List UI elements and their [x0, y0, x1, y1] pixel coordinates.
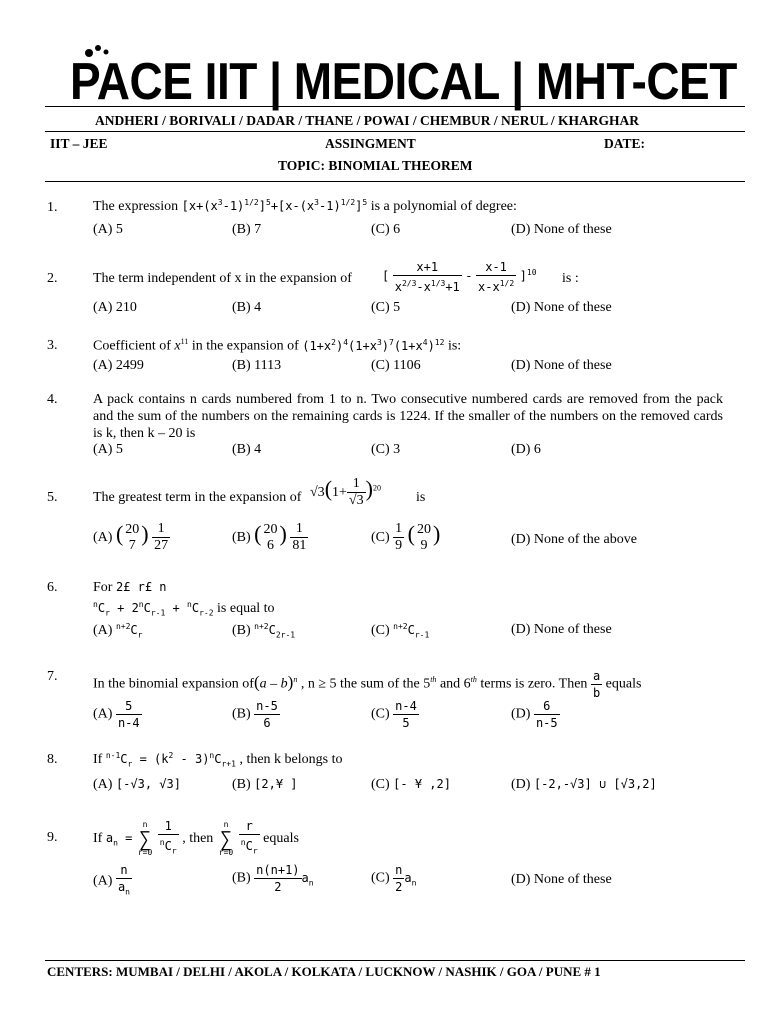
q5-expression: √3(1+ $\frac{1}{√3}$ )$^{20}$ — [310, 476, 381, 509]
q2-stem-end: is : — [562, 271, 579, 286]
q5-stem: The greatest term in the expansion of — [93, 490, 302, 505]
q9-stem: If $a_n$ = n ∑ r=0 $\frac{1}{^nC_r}$ , then n ∑ r=0 $\frac{r}{^nC_r}$ equals — [93, 819, 299, 857]
q4-stem: A pack contains n cards numbered from 1 to n. Two consecutive numbered cards are removed from the pack and the sum of the numbers on the remaining cards is 1224. If the smaller of the numbers on the removed cards is k, then k – 20 is — [93, 392, 723, 441]
branches-line: ANDHERI / BORIVALI / DADAR / THANE / POWAI / CHEMBUR / NERUL / KHARGHAR — [95, 113, 640, 128]
q5-option-d[interactable]: (D) None of the above — [511, 532, 637, 547]
q2-option-b[interactable]: (B) 4 — [232, 300, 262, 315]
q8-option-b[interactable]: (B) [2,¥ ] — [232, 777, 298, 792]
q8-option-d[interactable]: (D) [-2,-√3] ∪ [√3,2] — [511, 777, 657, 792]
q4-option-d[interactable]: (D) 6 — [511, 442, 541, 457]
q2-expression: [ $\frac{x+1}{x^{2/3}-x^{1/3}+1}$ - $\frac{x-1}{x-x^{1/2}}$ ]$^{10}$ — [382, 260, 537, 294]
q1-stem: The expression $[x+(x^3-1)^{1/2}]^5+[x-(x^3-1)^{1/2}]^5$ is a polynomial of degree: — [93, 198, 517, 214]
q2-number: 2. — [47, 271, 58, 286]
q3-option-c[interactable]: (C) 1106 — [371, 358, 421, 373]
q2-option-c[interactable]: (C) 5 — [371, 300, 401, 315]
q1-option-c[interactable]: (C) 6 — [371, 222, 401, 237]
q5-option-b[interactable]: (B) ( 20 6 ) $\frac{1}{81}$ — [232, 521, 307, 554]
q8-option-a[interactable]: (A) [-√3, √3] — [93, 777, 181, 792]
q4-option-c[interactable]: (C) 3 — [371, 442, 401, 457]
q1-expression: $[x+(x^3-1)^{1/2}]^5+[x-(x^3-1)^{1/2}]^5$ — [181, 198, 368, 213]
q9-option-c[interactable]: (C) $\frac{n}{2}$ $a_n$ — [371, 863, 417, 894]
q3-option-b[interactable]: (B) 1113 — [232, 358, 282, 373]
q3-number: 3. — [47, 338, 58, 353]
date-label: DATE: — [604, 136, 646, 151]
footer-rule — [45, 960, 745, 961]
q8-number: 8. — [47, 752, 58, 767]
q7-option-a[interactable]: (A) $\frac{5}{n-4}$ — [93, 699, 140, 730]
q8-stem: If $^{n-1}C_r = (k^2 - 3)^nC_{r+1}$ , then k belongs to — [93, 751, 343, 769]
q2-option-d[interactable]: (D) None of these — [511, 300, 612, 315]
q2-option-a[interactable]: (A) 210 — [93, 300, 137, 315]
q9-option-a[interactable]: (A) $\frac{n}{a_n}$ — [93, 863, 130, 897]
q6-option-d[interactable]: (D) None of these — [511, 622, 612, 637]
q5-stem-end: is — [416, 490, 426, 505]
header-rule-bottom — [45, 181, 745, 182]
q3-stem: Coefficient of $x^{11}$ in the expansion of $(1+x^2)^4(1+x^3)^7(1+x^4)^{12}$ is: — [93, 337, 462, 354]
course-label: IIT – JEE — [50, 136, 108, 151]
q4-number: 4. — [47, 392, 58, 407]
q7-option-c[interactable]: (C) $\frac{n-4}{5}$ — [371, 699, 417, 730]
header-rule-top — [45, 106, 745, 107]
doc-type: ASSINGMENT — [325, 136, 416, 151]
q3-option-a[interactable]: (A) 2499 — [93, 358, 144, 373]
brand-title: PACE IIT | MEDICAL | MHT-CET — [70, 52, 737, 111]
q6-option-b[interactable]: (B) $^{n+2}C_{2r-1}$ — [232, 622, 296, 640]
q1-number: 1. — [47, 200, 58, 215]
q9-option-d[interactable]: (D) None of these — [511, 872, 612, 887]
q7-stem: In the binomial expansion of(a – b)$^n$ , n ≥ 5 the sum of the 5th and 6th terms is zero. Then $\frac{a}{b}$ equals — [93, 669, 642, 700]
q6-option-c[interactable]: (C) $^{n+2}C_{r-1}$ — [371, 622, 430, 640]
footer-centers: CENTERS: MUMBAI / DELHI / AKOLA / KOLKATA / LUCKNOW / NASHIK / GOA / PUNE # 1 — [47, 964, 601, 979]
q6-number: 6. — [47, 580, 58, 595]
q8-option-c[interactable]: (C) [- ¥ ,2] — [371, 777, 451, 792]
q3-option-d[interactable]: (D) None of these — [511, 358, 612, 373]
q7-number: 7. — [47, 669, 58, 684]
header-rule-mid — [45, 131, 745, 132]
q4-option-a[interactable]: (A) 5 — [93, 442, 123, 457]
q1-option-a[interactable]: (A) 5 — [93, 222, 123, 237]
q9-option-b[interactable]: (B) $\frac{n(n+1)}{2}$ $a_n$ — [232, 863, 314, 894]
q6-stem: For 2£ r£ n — [93, 580, 167, 595]
q1-option-b[interactable]: (B) 7 — [232, 222, 262, 237]
q6-option-a[interactable]: (A) $^{n+2}C_r$ — [93, 622, 143, 640]
q5-option-c[interactable]: (C) $\frac{1}{9}$ ( 20 9 ) — [371, 521, 441, 554]
q4-option-b[interactable]: (B) 4 — [232, 442, 262, 457]
q6-stem-line2: $^nC_r + 2^nC_{r-1} + ^nC_{r-2}$ is equal to — [93, 600, 275, 618]
q9-number: 9. — [47, 830, 58, 845]
q7-option-d[interactable]: (D) $\frac{6}{n-5}$ — [511, 699, 558, 730]
q7-option-b[interactable]: (B) $\frac{n-5}{6}$ — [232, 699, 278, 730]
q5-number: 5. — [47, 490, 58, 505]
q5-option-a[interactable]: (A) ( 20 7 ) $\frac{1}{27}$ — [93, 521, 169, 554]
q1-option-d[interactable]: (D) None of these — [511, 222, 612, 237]
q2-stem: The term independent of x in the expansion of — [93, 271, 352, 286]
topic-title: TOPIC: BINOMIAL THEOREM — [278, 158, 473, 173]
